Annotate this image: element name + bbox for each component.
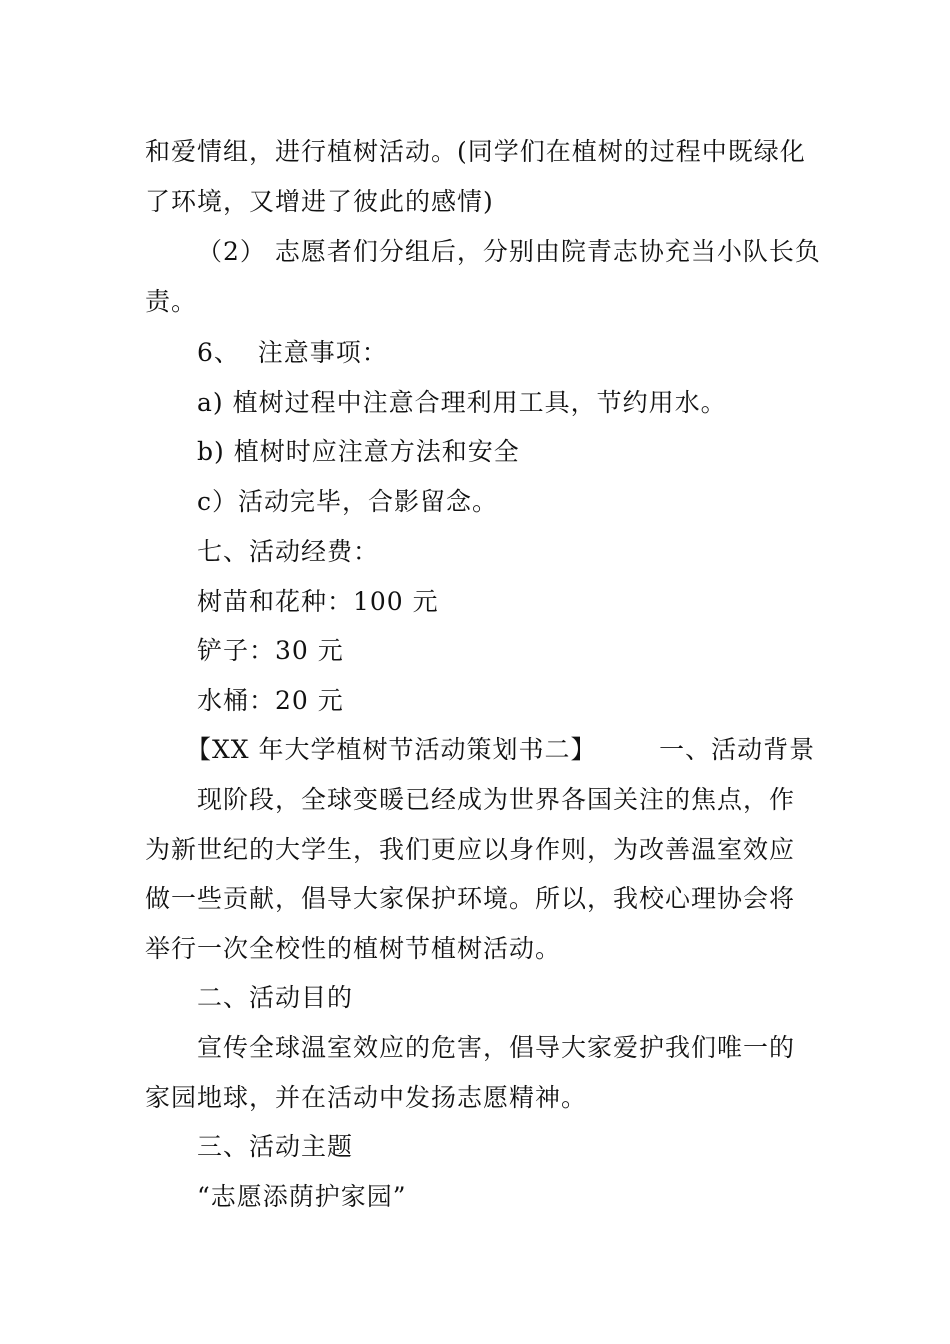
text-line: 举行一次全校性的植树节植树活动。 [145,934,562,963]
text-line: （2） 志愿者们分组后，分别由院青志协充当小队长负 [197,237,821,266]
section-heading: 三、活动主题 [197,1132,354,1161]
expense-item: 水桶：20 元 [197,686,344,715]
text-line: 现阶段，全球变暖已经成为世界各国关注的焦点，作 [197,785,796,814]
expense-item: 树苗和花种：100 元 [197,587,439,616]
text-line: 了环境，又增进了彼此的感情) [145,187,494,216]
section-heading: 6、 注意事项： [197,338,388,367]
text-line: 家园地球，并在活动中发扬志愿精神。 [145,1083,588,1112]
expense-item: 铲子：30 元 [197,636,344,665]
list-item: c）活动完毕，合影留念。 [197,487,499,516]
text-line: 做一些贡献，倡导大家保护环境。所以，我校心理协会将 [145,884,796,913]
text-line: 宣传全球温室效应的危害，倡导大家爱护我们唯一的 [197,1033,796,1062]
section-heading: 七、活动经费： [197,537,380,566]
text-line: 责。 [145,287,198,316]
text-line: 和爱情组，进行植树活动。(同学们在植树的过程中既绿化 [145,137,806,166]
theme-slogan: “志愿添荫护家园” [197,1182,407,1211]
document-subtitle: 【XX 年大学植树节活动策划书二】 一、活动背景 [186,735,816,764]
text-line: 为新世纪的大学生，我们更应以身作则，为改善温室效应 [145,835,796,864]
list-item: b) 植树时应注意方法和安全 [197,437,520,466]
section-heading: 二、活动目的 [197,983,354,1012]
list-item: a) 植树过程中注意合理利用工具，节约用水。 [197,388,727,417]
